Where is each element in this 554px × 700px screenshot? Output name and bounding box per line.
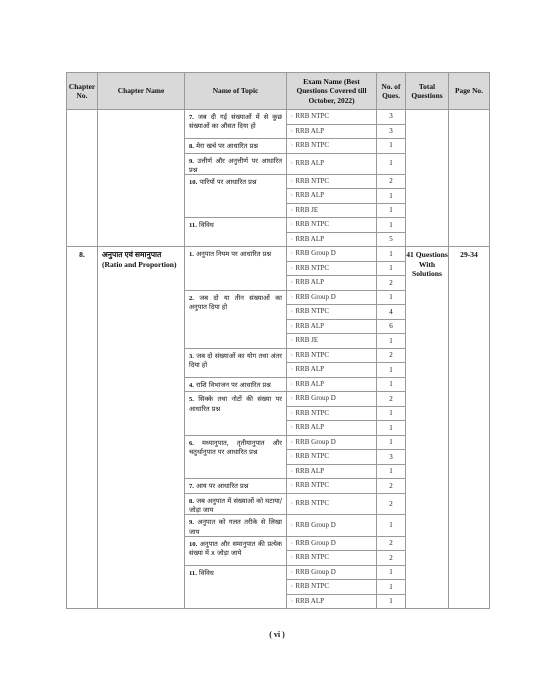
question-count-cell: 6 [377,319,406,334]
header-chapter-no: Chapter No. [67,73,98,110]
table-row [67,110,490,125]
exam-name: RRB ALP [295,365,324,374]
topic-name: अनुपात नियम पर आधारित प्रश्न [196,250,272,259]
exam-name-cell [287,247,377,262]
exam-name: RRB ALP [295,321,324,330]
chevron-right-icon: > [290,207,294,214]
topic-name: मध्यानुपात, तृतीयानुपात और चतुर्थानुपात पर आधारित प्रश्न [189,438,282,457]
exam-name-cell [287,464,377,479]
question-count-cell: 5 [377,232,406,247]
header-row [67,73,490,110]
chapter-name-cell: अनुपात एवं समानुपात (Ratio and Proportion) [98,247,185,609]
exam-name-cell [287,551,377,566]
exam-name: RRB ALP [295,423,324,432]
question-count-cell: 2 [377,493,406,514]
exam-name: RRB ALP [295,379,324,388]
chevron-right-icon: > [290,128,294,135]
topic-number: 7. [189,483,194,491]
question-count-cell: 1 [377,290,406,305]
exam-name: RRB ALP [295,158,324,167]
chevron-right-icon: > [290,367,294,374]
exam-name: RRB NTPC [295,112,330,120]
topic-name: राशि विभाजन पर आधारित प्रश्न [196,380,271,389]
header-ques: No. of Ques. [377,73,406,110]
chevron-right-icon: > [290,584,294,591]
chevron-right-icon: > [290,522,294,529]
exam-name: RRB NTPC [295,220,330,229]
question-count-cell: 1 [377,580,406,595]
topic-number: 10. [189,540,198,548]
exam-name: RRB Group D [295,249,336,258]
chevron-right-icon: > [290,280,294,287]
question-count-cell: 3 [377,450,406,465]
chevron-right-icon: > [290,501,294,508]
topic-cell [185,153,287,174]
exam-name-cell [287,232,377,247]
chevron-right-icon: > [290,454,294,461]
exam-name-cell [287,536,377,551]
topic-cell [185,247,287,291]
topic-name: उत्तीर्ण और अनुत्तीर्ण पर आधारित प्रश्न [189,156,282,174]
exam-name-cell [287,348,377,363]
question-count-cell: 1 [377,139,406,154]
header-topic: Name of Topic [185,73,287,110]
question-count-cell: 1 [377,406,406,421]
chevron-right-icon: > [290,425,294,432]
exam-name-cell [287,334,377,349]
exam-name-cell [287,203,377,218]
topic-cell [185,377,287,392]
question-count-cell: 1 [377,153,406,174]
total-questions-cell: 41 Questions With Solutions [406,247,449,609]
chevron-right-icon: > [290,396,294,403]
question-count-cell: 2 [377,348,406,363]
topic-name: अनुपात को गलत तरीके से लिखा जाय [189,518,282,536]
topic-number: 9. [189,157,194,165]
exam-name: RRB ALP [295,126,324,135]
exam-name: RRB NTPC [295,263,330,272]
exam-name-cell [287,421,377,436]
exam-name: RRB Group D [295,394,336,403]
chevron-right-icon: > [290,193,294,200]
exam-name-cell [287,305,377,320]
question-count-cell: 4 [377,305,406,320]
topic-name: आय पर आधारित प्रश्न [196,482,249,491]
exam-name-cell [287,363,377,378]
topic-name: जब दो या तीन संख्याओं का अनुपात दिया हो [189,293,282,312]
exam-name: RRB ALP [295,466,324,475]
header-exam: Exam Name (Best Questions Covered till October, 2022) [287,73,377,110]
header-page: Page No. [449,73,490,110]
question-count-cell: 1 [377,203,406,218]
question-count-cell: 1 [377,594,406,609]
topic-number: 11. [189,569,197,577]
topic-number: 10. [189,178,198,186]
exam-name-cell [287,435,377,450]
chevron-right-icon: > [290,598,294,605]
page-number-footer: ( vi ) [269,630,285,639]
topic-number: 11. [189,222,197,230]
chevron-right-icon: > [290,323,294,330]
exam-name-cell [287,493,377,514]
topic-cell [185,479,287,494]
exam-name: RRB NTPC [295,350,330,359]
chevron-right-icon: > [290,468,294,475]
exam-name: RRB NTPC [295,553,330,562]
question-count-cell: 2 [377,174,406,189]
exam-name-cell [287,406,377,421]
topic-number: 8. [189,143,194,150]
exam-name: RRB NTPC [295,307,330,316]
exam-name-cell [287,515,377,536]
topic-number: 3. [189,352,194,360]
chevron-right-icon: > [290,143,294,149]
topic-cell [185,290,287,348]
topic-cell [185,218,287,247]
exam-name: RRB ALP [295,234,324,243]
exam-name-cell [287,290,377,305]
topic-cell [185,139,287,154]
question-count-cell: 1 [377,247,406,262]
exam-name: RRB NTPC [295,141,330,149]
exam-name: RRB Group D [295,292,336,301]
question-count-cell: 1 [377,421,406,436]
exam-name: RRB Group D [295,520,336,529]
topic-name: अनुपात और समानुपात की प्रत्येक संख्या में x जोड़ा जाये [189,539,282,558]
topic-name: सिक्के तथा नोटों की संख्या पर आधारित प्रश्न [189,395,282,413]
exam-name: RRB NTPC [295,499,330,508]
exam-name-cell [287,276,377,291]
exam-name-cell [287,189,377,204]
total-questions-cell [406,110,449,247]
question-count-cell: 1 [377,377,406,392]
exam-name: RRB NTPC [295,176,330,185]
exam-name: RRB NTPC [295,481,330,490]
topic-cell [185,435,287,479]
exam-name: RRB ALP [295,191,324,200]
topic-cell [185,536,287,565]
chevron-right-icon: > [290,294,294,301]
chevron-right-icon: > [290,540,294,547]
exam-name: RRB JE [295,336,319,345]
exam-name: RRB Group D [295,567,336,576]
exam-name-cell [287,479,377,494]
topic-name: पारियों पर आधारित प्रश्न [199,177,257,186]
chevron-right-icon: > [290,483,294,490]
exam-name-cell [287,392,377,407]
topic-number: 9. [189,519,194,527]
topic-name: विविध [199,221,214,230]
chevron-right-icon: > [290,439,294,446]
topic-name: जब दी गई संख्याओं में से कुछ संख्याओं का औसत दिया हो [189,113,282,131]
chevron-right-icon: > [290,555,294,562]
contents-table [66,72,490,609]
exam-name: RRB NTPC [295,582,330,591]
chevron-right-icon: > [290,569,294,576]
topic-cell [185,392,287,436]
topic-number: 5. [189,396,194,404]
contents-table-wrapper [66,72,489,609]
question-count-cell: 1 [377,261,406,276]
topic-cell [185,515,287,536]
chapter-no-cell: 8. [67,247,98,609]
exam-name: RRB Group D [295,437,336,446]
topic-cell [185,565,287,609]
chevron-right-icon: > [290,309,294,316]
exam-name-cell [287,594,377,609]
topic-number: 4. [189,381,194,389]
question-count-cell: 1 [377,189,406,204]
exam-name: RRB JE [295,205,319,214]
chevron-right-icon: > [290,265,294,272]
topic-number: 7. [189,114,194,121]
exam-name-cell [287,139,377,154]
topic-number: 8. [189,497,194,505]
chevron-right-icon: > [290,222,294,229]
question-count-cell: 2 [377,551,406,566]
question-count-cell: 1 [377,515,406,536]
question-count-cell: 2 [377,392,406,407]
question-count-cell: 1 [377,565,406,580]
question-count-cell: 1 [377,218,406,233]
topic-cell [185,110,287,139]
question-count-cell: 1 [377,464,406,479]
header-total: Total Questions [406,73,449,110]
exam-name: RRB NTPC [295,452,330,461]
exam-name-cell [287,377,377,392]
topic-name: मेरा खर्च पर आधारित प्रश्न [196,142,258,150]
topic-number: 6. [189,439,194,447]
exam-name-cell [287,580,377,595]
exam-name: RRB NTPC [295,408,330,417]
question-count-cell: 2 [377,479,406,494]
topic-cell [185,348,287,377]
table-row [67,247,490,262]
chevron-right-icon: > [290,410,294,417]
exam-name: RRB ALP [295,278,324,287]
exam-name-cell [287,153,377,174]
topic-cell [185,174,287,218]
exam-name-cell [287,218,377,233]
chevron-right-icon: > [290,114,294,120]
question-count-cell: 2 [377,276,406,291]
topic-name: विविध [199,568,214,577]
question-count-cell: 1 [377,334,406,349]
chevron-right-icon: > [290,352,294,359]
topic-name: जब अनुपात में संख्याओं को घटाया/जोड़ा जाय [189,496,282,515]
chapter-no-cell [67,110,98,247]
exam-name-cell [287,450,377,465]
exam-name-cell [287,124,377,139]
chevron-right-icon: > [290,381,294,388]
exam-name-cell [287,261,377,276]
topic-name: जब दो संख्याओं का योग तथा अंतर दिया हो [189,351,282,370]
exam-name-cell [287,565,377,580]
chevron-right-icon: > [290,178,294,185]
question-count-cell: 2 [377,536,406,551]
chevron-right-icon: > [290,236,294,243]
question-count-cell: 3 [377,110,406,125]
topic-cell [185,493,287,514]
exam-name: RRB ALP [295,596,324,605]
page-no-cell: 29-34 [449,247,490,609]
exam-name: RRB Group D [295,538,336,547]
chapter-name-cell [98,110,185,247]
topic-number: 2. [189,294,194,302]
exam-name-cell [287,319,377,334]
question-count-cell: 1 [377,435,406,450]
header-chapter-name: Chapter Name [98,73,185,110]
exam-name-cell [287,110,377,125]
topic-number: 1. [189,251,194,259]
page-no-cell [449,110,490,247]
chevron-right-icon: > [290,251,294,258]
chevron-right-icon: > [290,338,294,345]
question-count-cell: 1 [377,363,406,378]
exam-name-cell [287,174,377,189]
question-count-cell: 3 [377,124,406,139]
chevron-right-icon: > [290,160,294,167]
